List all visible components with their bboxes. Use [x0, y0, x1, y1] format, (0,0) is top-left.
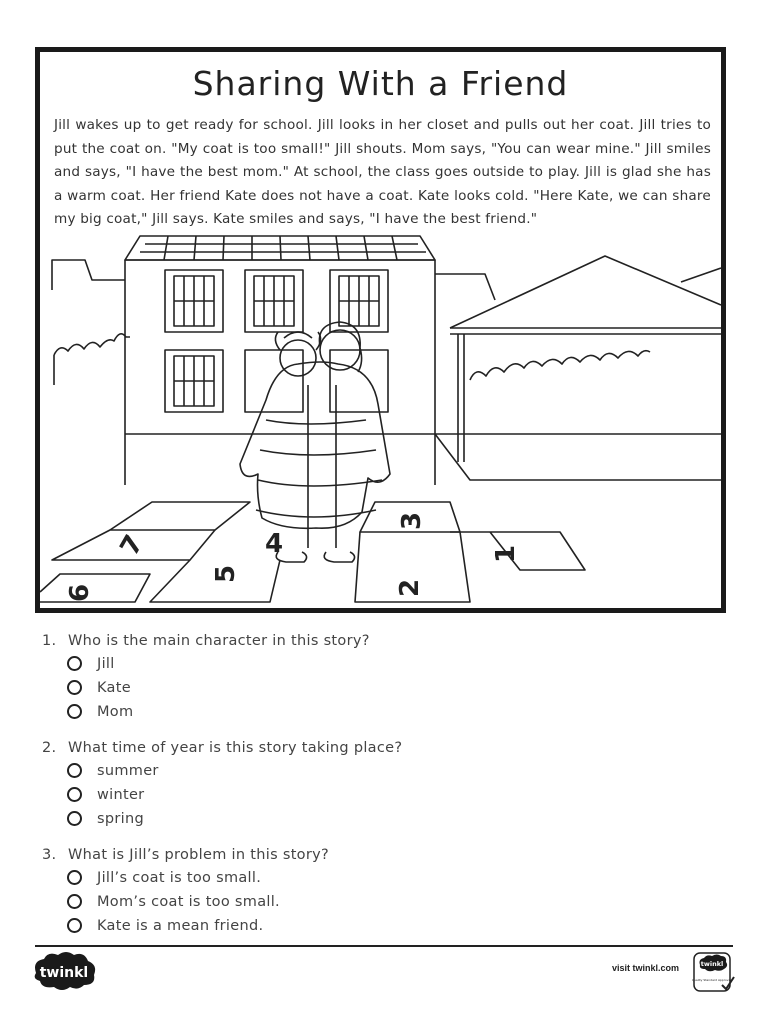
question-text: What time of year is this story taking place?	[68, 740, 403, 756]
playground-illustration	[40, 230, 721, 608]
shelter	[435, 256, 721, 462]
hopscotch-number: 6	[65, 583, 95, 602]
hopscotch-number: 2	[395, 578, 425, 597]
footer-divider	[35, 945, 733, 947]
question-list	[42, 630, 682, 951]
radio-circle-icon[interactable]	[67, 870, 82, 885]
logo-text: twinkl	[39, 965, 89, 981]
answer-label: Kate is a mean friend.	[97, 918, 264, 934]
question-1	[42, 630, 682, 724]
answer-option[interactable]	[42, 676, 682, 700]
answer-option[interactable]	[42, 652, 682, 676]
answer-label: Kate	[97, 680, 131, 696]
radio-circle-icon[interactable]	[67, 704, 82, 719]
question-number: 1.	[42, 633, 57, 649]
question-2	[42, 737, 682, 831]
radio-circle-icon[interactable]	[67, 787, 82, 802]
story-text: Jill wakes up to get ready for school. Jill looks in her closet and pulls out her coat. Jill tries to put the coat on. "My coat is too small!" Jill shouts. Mom says, "You can wear mine." Jill smiles and says, "I have the best mom." At school, the class goes outside to play. Jill is glad she has a warm coat. Her friend Kate does not have a coat. Kate looks cold. "Here Kate, we can share my big coat," Jill says. Kate smiles and says, "I have the best friend."	[54, 117, 711, 228]
radio-circle-icon[interactable]	[67, 680, 82, 695]
answer-label: Mom’s coat is too small.	[97, 894, 280, 910]
children-sharing-coat	[240, 322, 390, 562]
answer-option[interactable]	[42, 890, 682, 914]
footer-url-link[interactable]: visit twinkl.com	[612, 963, 680, 973]
answer-label: winter	[97, 787, 145, 803]
question-3	[42, 844, 682, 938]
answer-option[interactable]	[42, 759, 682, 783]
badge-brand-text: twinkl	[700, 960, 724, 968]
background-building	[52, 260, 125, 290]
answer-option[interactable]	[42, 700, 682, 724]
answer-option[interactable]	[42, 783, 682, 807]
answer-option[interactable]	[42, 914, 682, 938]
bushes-left	[54, 334, 130, 355]
question-text: Who is the main character in this story?	[68, 633, 370, 649]
hopscotch-number: 7	[114, 530, 150, 561]
radio-circle-icon[interactable]	[67, 763, 82, 778]
radio-circle-icon[interactable]	[67, 811, 82, 826]
hopscotch-number: 1	[491, 544, 521, 563]
radio-circle-icon[interactable]	[67, 656, 82, 671]
story-box	[35, 47, 726, 613]
question-number: 2.	[42, 740, 57, 756]
radio-circle-icon[interactable]	[67, 894, 82, 909]
answer-option[interactable]	[42, 866, 682, 890]
answer-label: Jill’s coat is too small.	[97, 870, 262, 886]
twinkl-logo[interactable]	[30, 951, 98, 991]
question-number: 3.	[42, 847, 57, 863]
hopscotch-number: 5	[211, 564, 241, 583]
answer-label: spring	[97, 811, 144, 827]
radio-circle-icon[interactable]	[67, 918, 82, 933]
story-title: Sharing With a Friend	[192, 64, 569, 103]
badge-caption: Quality Standard Approved	[692, 978, 733, 982]
playground-ground	[435, 434, 721, 480]
question-text: What is Jill’s problem in this story?	[68, 847, 329, 863]
hopscotch-number: 3	[397, 511, 427, 530]
quality-standard-badge	[692, 951, 736, 995]
answer-label: summer	[97, 763, 159, 779]
answer-option[interactable]	[42, 807, 682, 831]
answer-label: Jill	[97, 656, 115, 672]
bushes-right	[470, 351, 650, 380]
answer-label: Mom	[97, 704, 134, 720]
hopscotch-number: 4	[265, 529, 284, 559]
